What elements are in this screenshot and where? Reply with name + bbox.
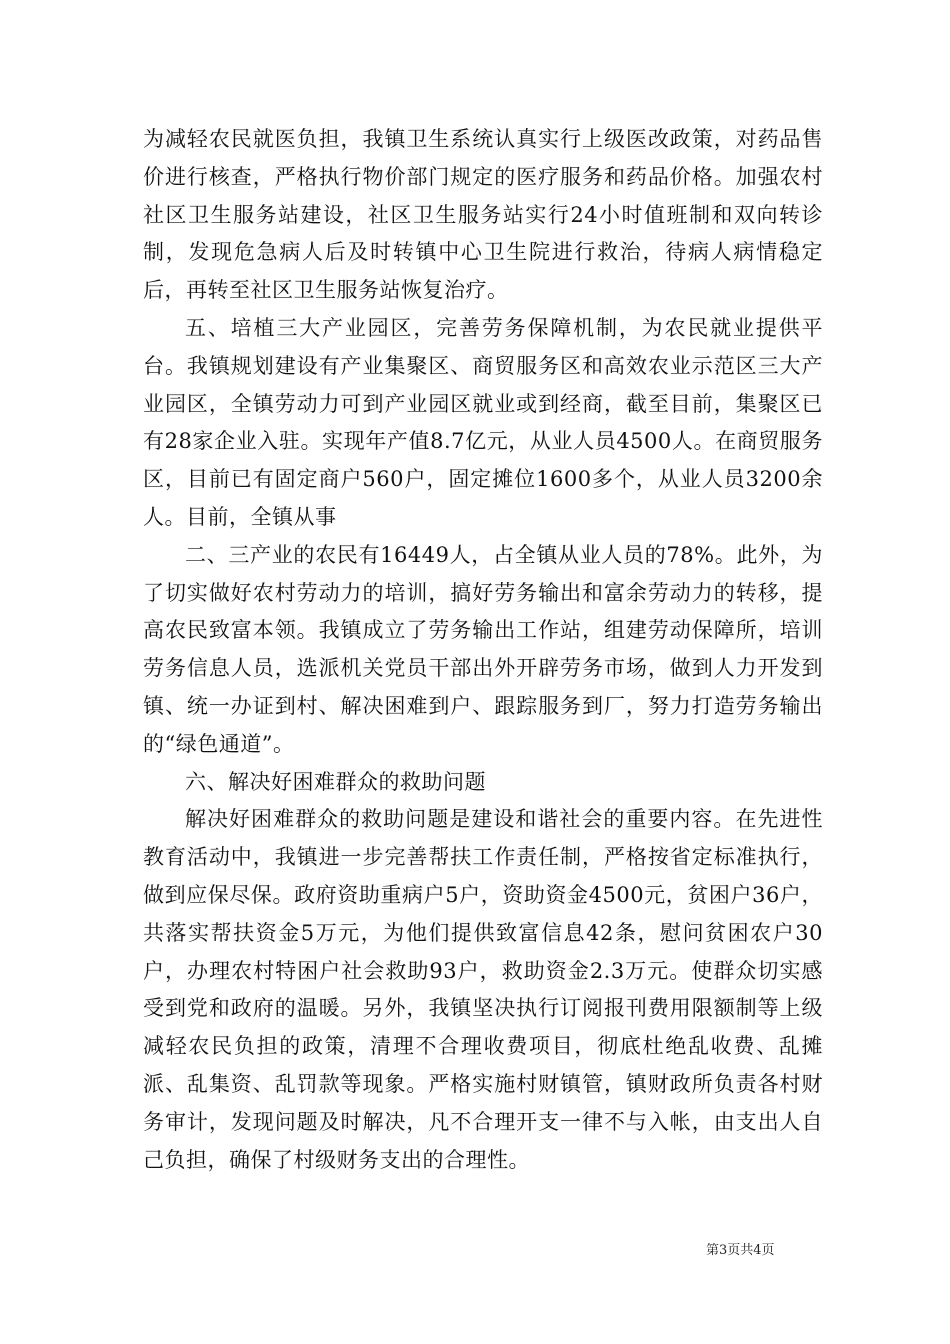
paragraph-2: 五、培植三大产业园区，完善劳务保障机制，为农民就业提供平台。我镇规划建设有产业集聚区、商贸服务区和高效农业示范区三大产业园区，全镇劳动力可到产业园区就业或到经商，截至目前，集聚区已有28家企业入驻。实现年产值8.7亿元，从业人员4500人。在商贸服务区，目前已有固定商户560户，固定摊位1600多个，从业人员3200余人。目前，全镇从事 bbox=[143, 315, 823, 529]
paragraph-3: 二、三产业的农民有16449人，占全镇从业人员的78%。此外，为了切实做好农村劳动力的培训，搞好劳务输出和富余劳动力的转移，提高农民致富本领。我镇成立了劳务输出工作站，组建劳动保障所，培训劳务信息人员，选派机关党员干部出外开辟劳务市场，做到人力开发到镇、统一办证到村、解决困难到户、跟踪服务到厂，努力打造劳务输出的“绿色通道”。 bbox=[143, 542, 823, 756]
paragraph-1: 为减轻农民就医负担，我镇卫生系统认真实行上级医改政策，对药品售价进行核查，严格执行物价部门规定的医疗服务和药品价格。加强农村社区卫生服务站建设，社区卫生服务站实行24小时值班制和双向转诊制，发现危急病人后及时转镇中心卫生院进行救治，待病人病情稳定后，再转至社区卫生服务站恢复治疗。 bbox=[143, 127, 823, 303]
document-body bbox=[143, 121, 823, 1179]
section-heading: 六、解决好困难群众的救助问题 bbox=[185, 769, 486, 794]
paragraph-4: 解决好困难群众的救助问题是建设和谐社会的重要内容。在先进性教育活动中，我镇进一步完善帮扶工作责任制，严格按省定标准执行，做到应保尽保。政府资助重病户5户，资助资金4500元，贫困户36户，共落实帮扶资金5万元，为他们提供致富信息42条，慰问贫困农户30户，办理农村特困户社会救助93户，救助资金2.3万元。使群众切实感受到党和政府的温暖。另外，我镇坚决执行订阅报刊费用限额制等上级减轻农民负担的政策，清理不合理收费项目，彻底杜绝乱收费、乱摊派、乱集资、乱罚款等现象。严格实施村财镇管，镇财政所负责各村财务审计，发现问题及时解决，凡不合理开支一律不与入帐，由支出人自己负担，确保了村级财务支出的合理性。 bbox=[143, 807, 823, 1172]
page-number-footer: 第3页共4页 bbox=[706, 1243, 775, 1258]
